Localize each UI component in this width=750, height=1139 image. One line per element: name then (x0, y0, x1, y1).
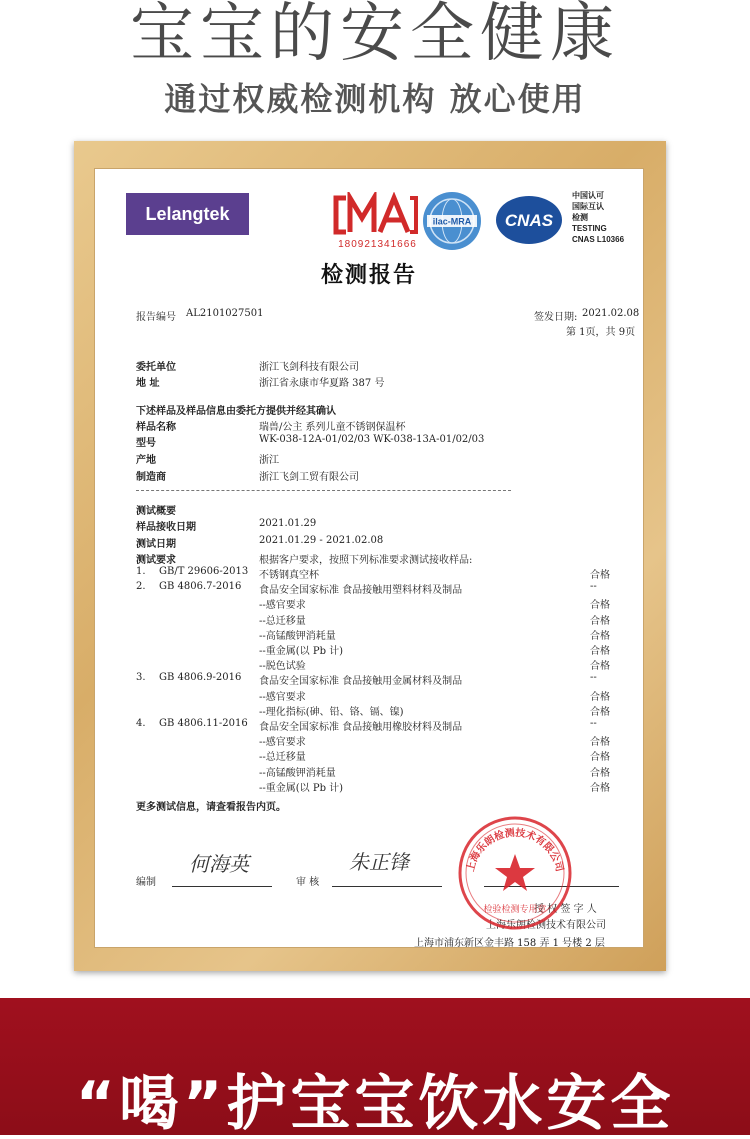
reviewer-label: 审 核 (296, 877, 320, 888)
test-row-result: 合格 (590, 570, 610, 581)
section-divider (136, 490, 511, 491)
test-row-item: 食品安全国家标准 食品接触用塑料材料及制品 (259, 585, 463, 597)
cnas-accreditation-text: 中国认可 国际互认 检测 TESTING CNAS L10366 (572, 191, 625, 244)
test-row-number: 2. (136, 581, 146, 593)
test-row-result: 合格 (590, 782, 610, 794)
requirement-value: 根据客户要求，按照下列标准要求测试接收样品: (259, 555, 473, 566)
test-date-value: 2021.01.29 - 2021.02.08 (259, 535, 384, 546)
test-row-result: 合格 (590, 737, 610, 749)
test-row-standard: GB/T 29606-2013 (159, 566, 249, 577)
test-row-result: 合格 (590, 661, 610, 673)
address-value: 浙江省永康市华夏路 387 号 (259, 378, 385, 389)
test-row-standard: GB 4806.9-2016 (159, 672, 242, 684)
test-date-label: 测试日期 (136, 539, 176, 550)
test-row-result: 合格 (590, 706, 610, 718)
test-row-number: 3. (136, 672, 146, 684)
cma-number: 180921341666 (338, 239, 417, 250)
test-row-result: -- (590, 672, 597, 684)
test-row-result: -- (590, 581, 597, 593)
company-address: 上海市浦东新区金丰路 158 弄 1 号楼 2 层 (414, 938, 605, 949)
origin-value: 浙江 (259, 455, 279, 466)
test-row-result: 合格 (590, 691, 610, 703)
received-date-value: 2021.01.29 (259, 518, 317, 529)
reviewer-signature-line (332, 886, 442, 887)
test-row-result: 合格 (590, 600, 610, 612)
compiler-label: 编制 (136, 877, 156, 888)
cnas-logo-icon (494, 193, 564, 248)
seal-subtext: 检验检测专用章 (483, 905, 547, 915)
brand-logo: Lelangtek (126, 193, 249, 235)
compiler-signature-line (172, 886, 272, 887)
test-row-result: 合格 (590, 630, 610, 642)
test-row-item: --感官要求 (259, 737, 306, 749)
svg-text:CNAS: CNAS (504, 211, 554, 230)
certificate-frame (74, 141, 666, 971)
signatory-label: 授 权 签 字 人 (534, 904, 597, 915)
sample-name-label: 样品名称 (136, 422, 176, 433)
hero-subtitle: 通过权威检测机构 放心使用 (164, 80, 586, 118)
client-label: 委托单位 (136, 362, 176, 373)
company-name: 上海乐朗检测技术有限公司 (486, 920, 606, 931)
test-row-result: -- (590, 718, 597, 729)
summary-label: 测试概要 (136, 506, 176, 517)
company-seal-icon (456, 814, 574, 932)
test-row-item: --重金属(以 Pb 计) (259, 782, 344, 794)
test-row-standard: GB 4806.11-2016 (159, 718, 248, 729)
svg-text:ilac-MRA: ilac-MRA (432, 216, 472, 227)
test-row-item: --理化指标(砷、铅、铬、镉、镍) (259, 706, 404, 718)
test-report-document (94, 168, 644, 948)
test-row-item: --总迁移量 (259, 615, 306, 627)
test-row-result: 合格 (590, 615, 610, 627)
address-label: 地 址 (136, 378, 160, 389)
issue-date: 2021.02.08 (582, 308, 640, 319)
test-row-result: 合格 (590, 767, 610, 779)
maker-value: 浙江飞剑工贸有限公司 (259, 472, 359, 483)
report-title: 检测报告 (320, 262, 417, 288)
more-info-note: 更多测试信息，请查看报告内页。 (136, 802, 286, 813)
issue-date-label: 签发日期: (534, 312, 578, 323)
test-row-item: 食品安全国家标准 食品接触用金属材料及制品 (259, 676, 463, 688)
test-row-item: --重金属(以 Pb 计) (259, 646, 344, 657)
hero-title: 宝宝的安全健康 (130, 0, 620, 71)
test-row-item: --感官要求 (259, 600, 306, 612)
client-value: 浙江飞剑科技有限公司 (259, 362, 359, 373)
seal-text: 上海乐朗检测技术有限公司 (465, 827, 565, 873)
test-row-standard: GB 4806.7-2016 (159, 581, 242, 593)
model-label: 型号 (136, 438, 156, 449)
footer-slogan: “喝”护宝宝饮水安全 (75, 1069, 675, 1139)
compiler-signature: 何海英 (189, 852, 249, 876)
test-row-number: 4. (136, 718, 146, 729)
sample-note: 下述样品及样品信息由委托方提供并经其确认 (136, 406, 336, 417)
sample-name-value: 瑞兽/公主 系列儿童不锈钢保温杯 (259, 422, 406, 433)
report-number-label: 报告编号 (136, 312, 176, 323)
test-row-item: --高锰酸钾消耗量 (259, 767, 336, 779)
origin-label: 产地 (136, 455, 156, 466)
test-row-item: --感官要求 (259, 691, 306, 703)
test-row-number: 1. (136, 566, 146, 577)
page-info: 第 1页，共 9页 (566, 327, 636, 338)
test-row-item: --脱色试验 (259, 661, 306, 673)
test-row-result: 合格 (590, 752, 610, 764)
test-row-item: 不锈钢真空杯 (259, 570, 319, 581)
model-value: WK-038-12A-01/02/03 WK-038-13A-01/02/03 (259, 434, 485, 445)
test-row-result: 合格 (590, 646, 610, 657)
test-row-item: --总迁移量 (259, 752, 306, 764)
maker-label: 制造商 (136, 472, 166, 483)
report-number: AL2101027501 (186, 308, 264, 319)
requirement-label: 测试要求 (136, 555, 176, 566)
received-date-label: 样品接收日期 (136, 522, 196, 533)
test-row-item: 食品安全国家标准 食品接触用橡胶材料及制品 (259, 722, 463, 733)
reviewer-signature: 朱正锋 (349, 850, 409, 874)
ilac-mra-logo-icon (421, 190, 483, 252)
test-row-item: --高锰酸钾消耗量 (259, 630, 336, 642)
